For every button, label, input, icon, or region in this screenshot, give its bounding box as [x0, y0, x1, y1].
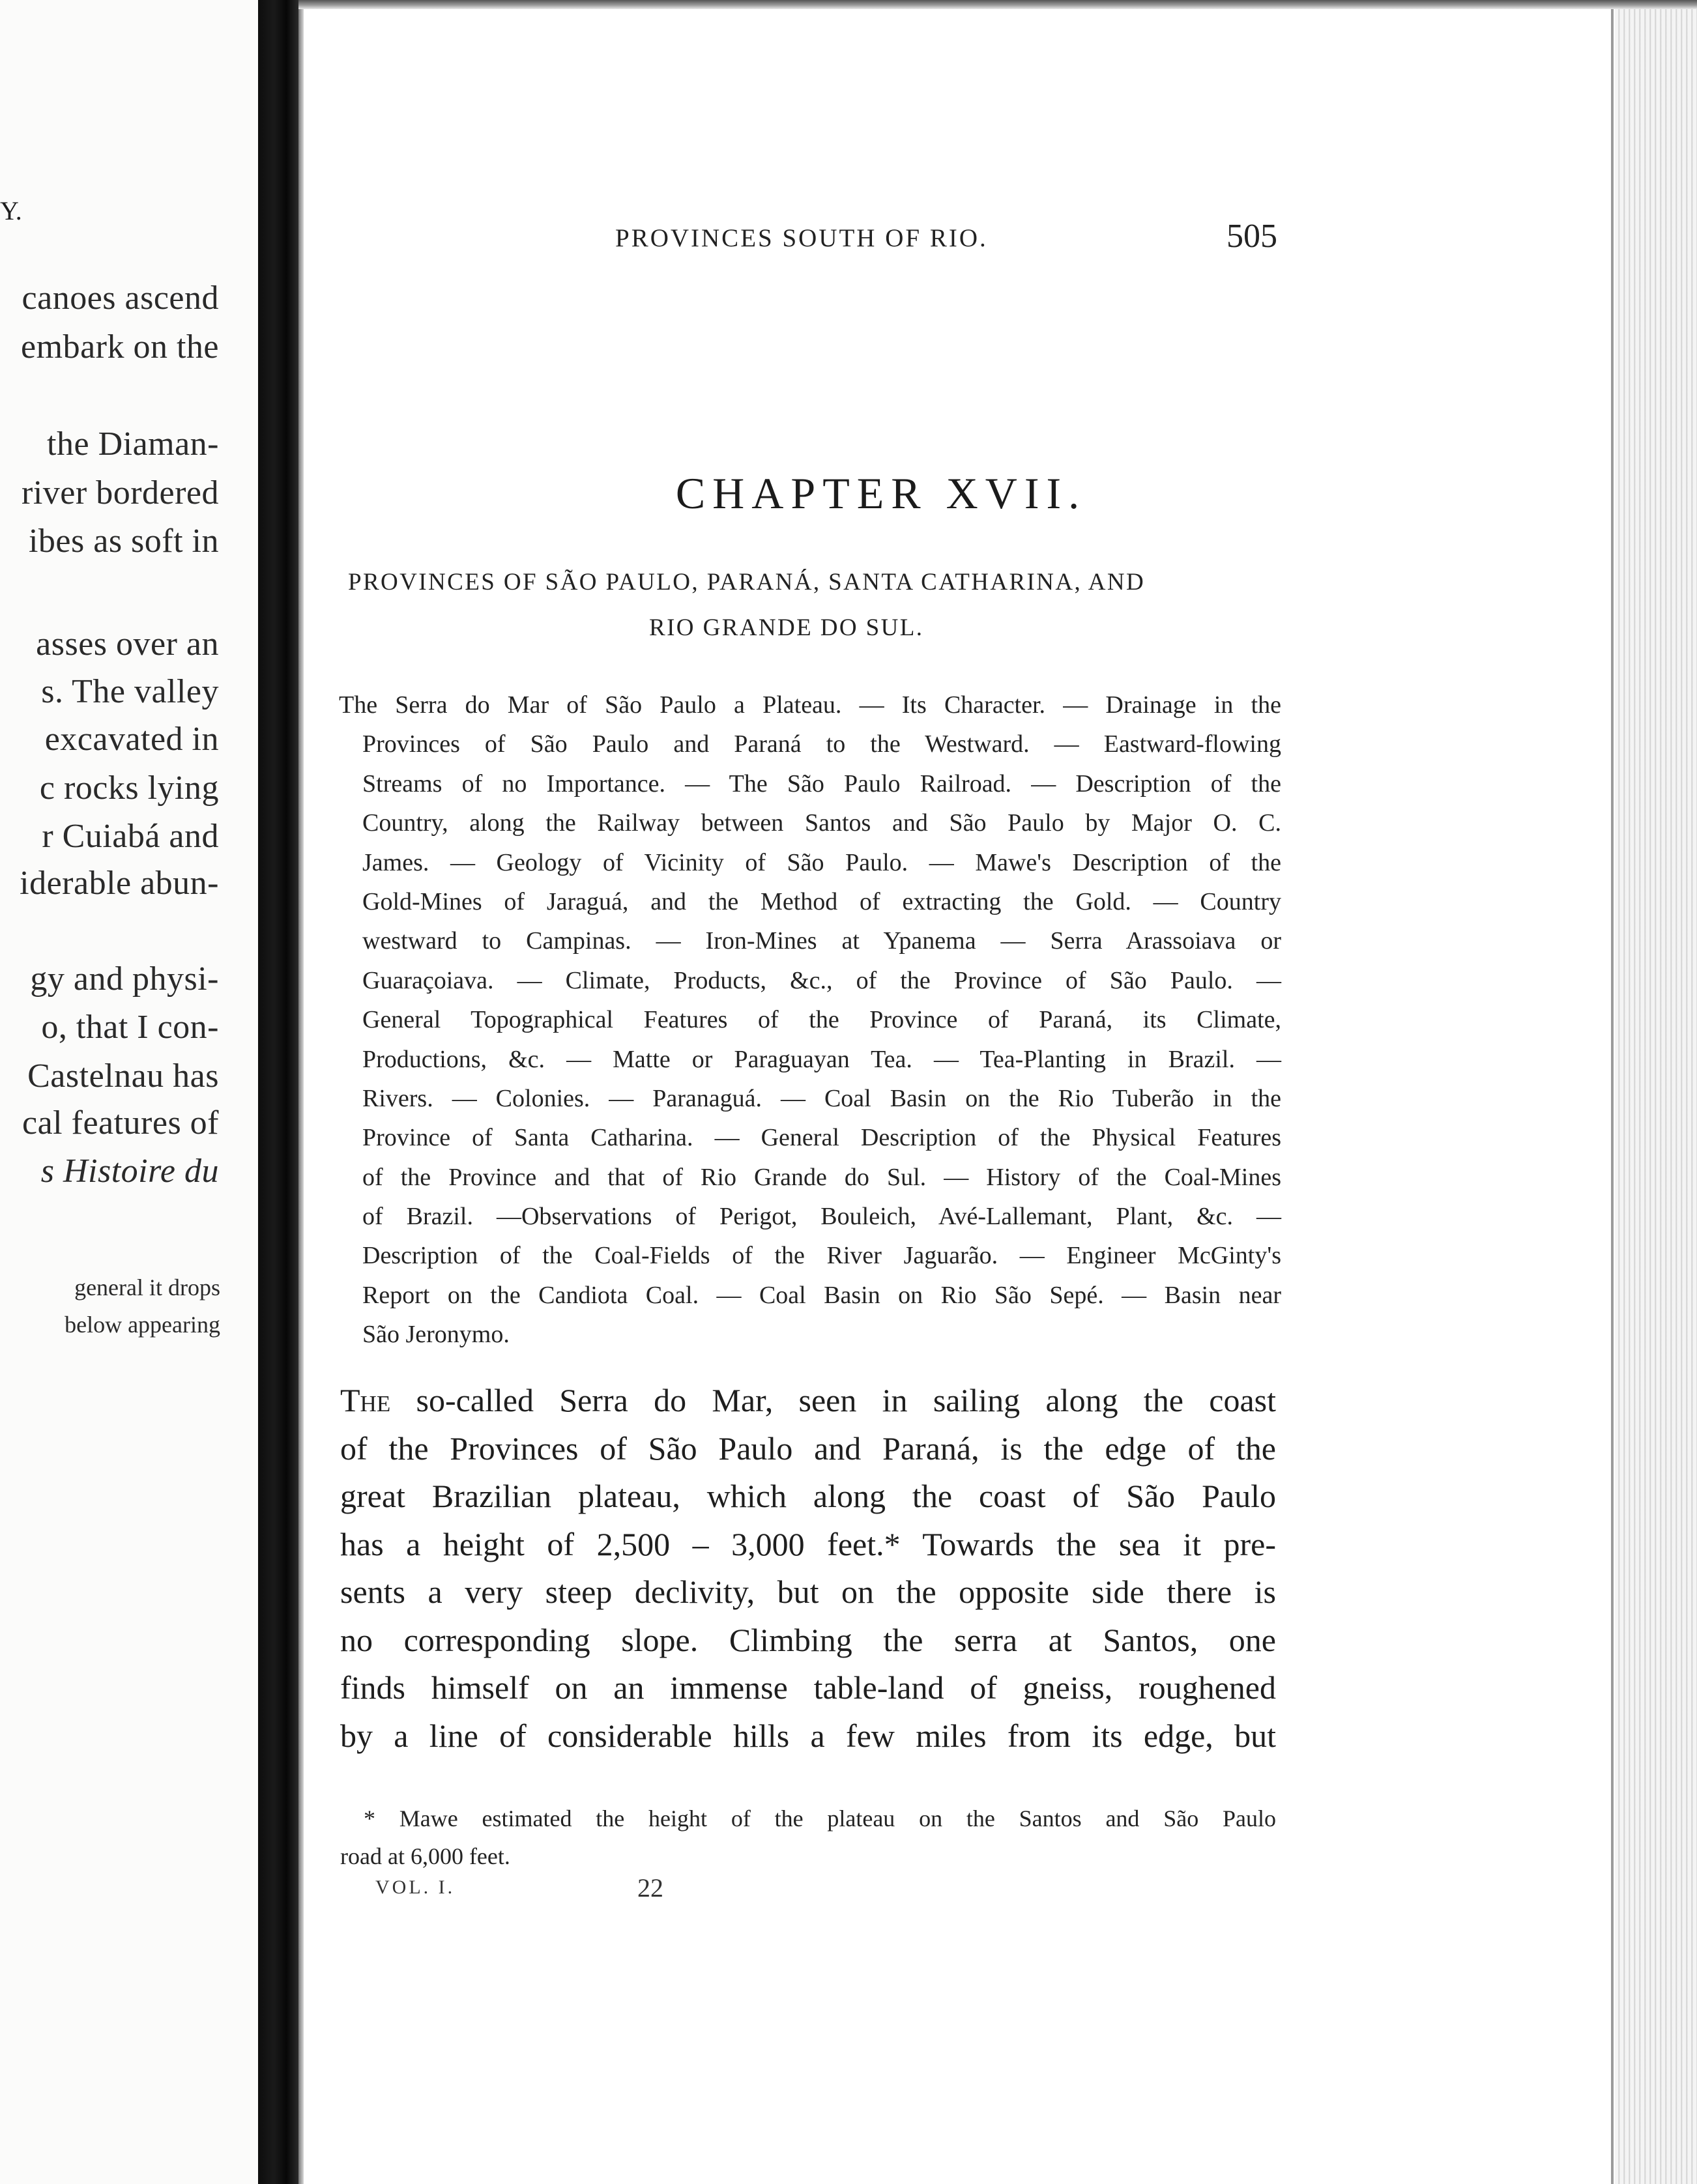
page-edge-line — [1611, 9, 1614, 2184]
synopsis-line: James. — Geology of Vicinity of São Paulo. — Mawe's Description of the — [362, 848, 1281, 876]
synopsis-line: The Serra do Mar of São Paulo a Plateau. — Its Character. — Drainage in the — [339, 691, 1281, 719]
left-page-line: ibes as soft in — [28, 523, 219, 560]
left-page-footnote-line: general it drops — [74, 1274, 220, 1300]
synopsis-line: Gold-Mines of Jaraguá, and the Method of extracting the Gold. — Country — [362, 887, 1281, 915]
left-page-line: s. The valley — [41, 673, 219, 710]
left-page-line: gy and physi- — [30, 960, 219, 998]
signature-number: 22 — [637, 1873, 663, 1903]
left-page-line: Castelnau has — [27, 1057, 219, 1095]
body-paragraph — [340, 1377, 1276, 1760]
chapter-subtitle-line-2: RIO GRANDE DO SUL. — [649, 614, 924, 641]
left-page-line: asses over an — [36, 625, 219, 663]
page-top-edge — [298, 0, 1697, 9]
synopsis-line: Streams of no Importance. — The São Paulo Railroad. — Description of the — [362, 769, 1281, 797]
left-facing-page — [0, 0, 258, 2184]
left-page-line: excavated in — [44, 721, 219, 758]
left-page-footnote-line: below appearing — [65, 1312, 220, 1338]
synopsis-line: Country, along the Railway between Santos and São Paulo by Major O. C. — [362, 809, 1281, 837]
left-page-line: c rocks lying — [39, 769, 219, 807]
left-page-line: canoes ascend — [22, 280, 219, 317]
synopsis-line: General Topographical Features of the Province of Paraná, its Climate, — [362, 1006, 1281, 1034]
chapter-title-text: CHAPTER XVII. — [675, 468, 1087, 518]
synopsis-line: Rivers. — Colonies. — Paranaguá. — Coal Basin on the Rio Tuberão in the — [362, 1084, 1281, 1112]
footnote-line: road at 6,000 feet. — [340, 1843, 510, 1869]
synopsis-line: Productions, &c. — Matte or Paraguayan Tea. — Tea-Planting in Brazil. — — [362, 1045, 1281, 1073]
synopsis-line: Report on the Candiota Coal. — Coal Basin on Rio São Sepé. — Basin near — [362, 1281, 1281, 1309]
footnote-line: * Mawe estimated the height of the plateau on the Santos and São Paulo — [364, 1805, 1276, 1832]
body-line — [340, 1377, 1276, 1425]
left-page-line: iderable abun- — [20, 865, 219, 902]
body-line: by a line of considerable hills a few miles from its edge, but — [340, 1717, 1276, 1754]
chapter-synopsis — [339, 685, 1281, 1355]
body-line: great Brazilian plateau, which along the coast of São Paulo — [340, 1478, 1276, 1514]
synopsis-line: of the Province and that of Rio Grande do Sul. — History of the Coal-Mines — [362, 1163, 1281, 1191]
synopsis-line: Provinces of São Paulo and Paraná to the Westward. — Eastward-flowing — [362, 730, 1281, 758]
left-page-line: the Diaman- — [47, 425, 219, 463]
body-line: no corresponding slope. Climbing the serra at Santos, one — [340, 1621, 1276, 1658]
body-line: of the Provinces of São Paulo and Paraná, is the edge of the — [340, 1430, 1276, 1467]
body-first-line-text: so-called Serra do Mar, seen in sailing along the coast — [416, 1382, 1276, 1418]
left-page-line: s Histoire du — [40, 1153, 219, 1190]
footnote — [340, 1800, 1276, 1875]
left-page-line: r Cuiabá and — [42, 818, 219, 855]
body-line: sents a very steep declivity, but on the opposite side there is — [340, 1573, 1276, 1610]
synopsis-line: Guaraçoiava. — Climate, Products, &c., of the Province of São Paulo. — — [362, 966, 1281, 994]
running-head: PROVINCES SOUTH OF RIO. — [615, 224, 988, 252]
book-spine-gutter — [258, 0, 298, 2184]
synopsis-line: Description of the Coal-Fields of the River Jaguarão. — Engineer McGinty's — [362, 1242, 1281, 1270]
body-first-word: The — [340, 1382, 391, 1418]
synopsis-line: São Jeronymo. — [362, 1321, 510, 1349]
page-fore-edge — [1615, 9, 1697, 2184]
left-page-line: o, that I con- — [41, 1009, 219, 1046]
synopsis-line: Province of Santa Catharina. — General Description of the Physical Features — [362, 1124, 1281, 1152]
page-number: 505 — [1226, 218, 1277, 255]
left-page-running-head-fragment: Y. — [0, 196, 22, 225]
synopsis-line: westward to Campinas. — Iron-Mines at Ypanema — Serra Arassoiava or — [362, 927, 1281, 955]
body-line: finds himself on an immense table-land of gneiss, roughened — [340, 1669, 1276, 1706]
chapter-title — [0, 468, 1697, 519]
synopsis-line: of Brazil. —Observations of Perigot, Bouleich, Avé-Lallemant, Plant, &c. — — [362, 1203, 1281, 1231]
left-page-line: embark on the — [21, 328, 219, 366]
chapter-subtitle-line-1: PROVINCES OF SÃO PAULO, PARANÁ, SANTA CATHARINA, AND — [348, 569, 1146, 596]
gutter-shadow — [298, 0, 304, 2184]
signature-volume-mark: VOL. I. — [375, 1876, 456, 1898]
body-line: has a height of 2,500 – 3,000 feet.* Towards the sea it pre- — [340, 1525, 1276, 1562]
left-page-line: river bordered — [22, 474, 219, 511]
left-page-line: cal features of — [22, 1104, 219, 1142]
